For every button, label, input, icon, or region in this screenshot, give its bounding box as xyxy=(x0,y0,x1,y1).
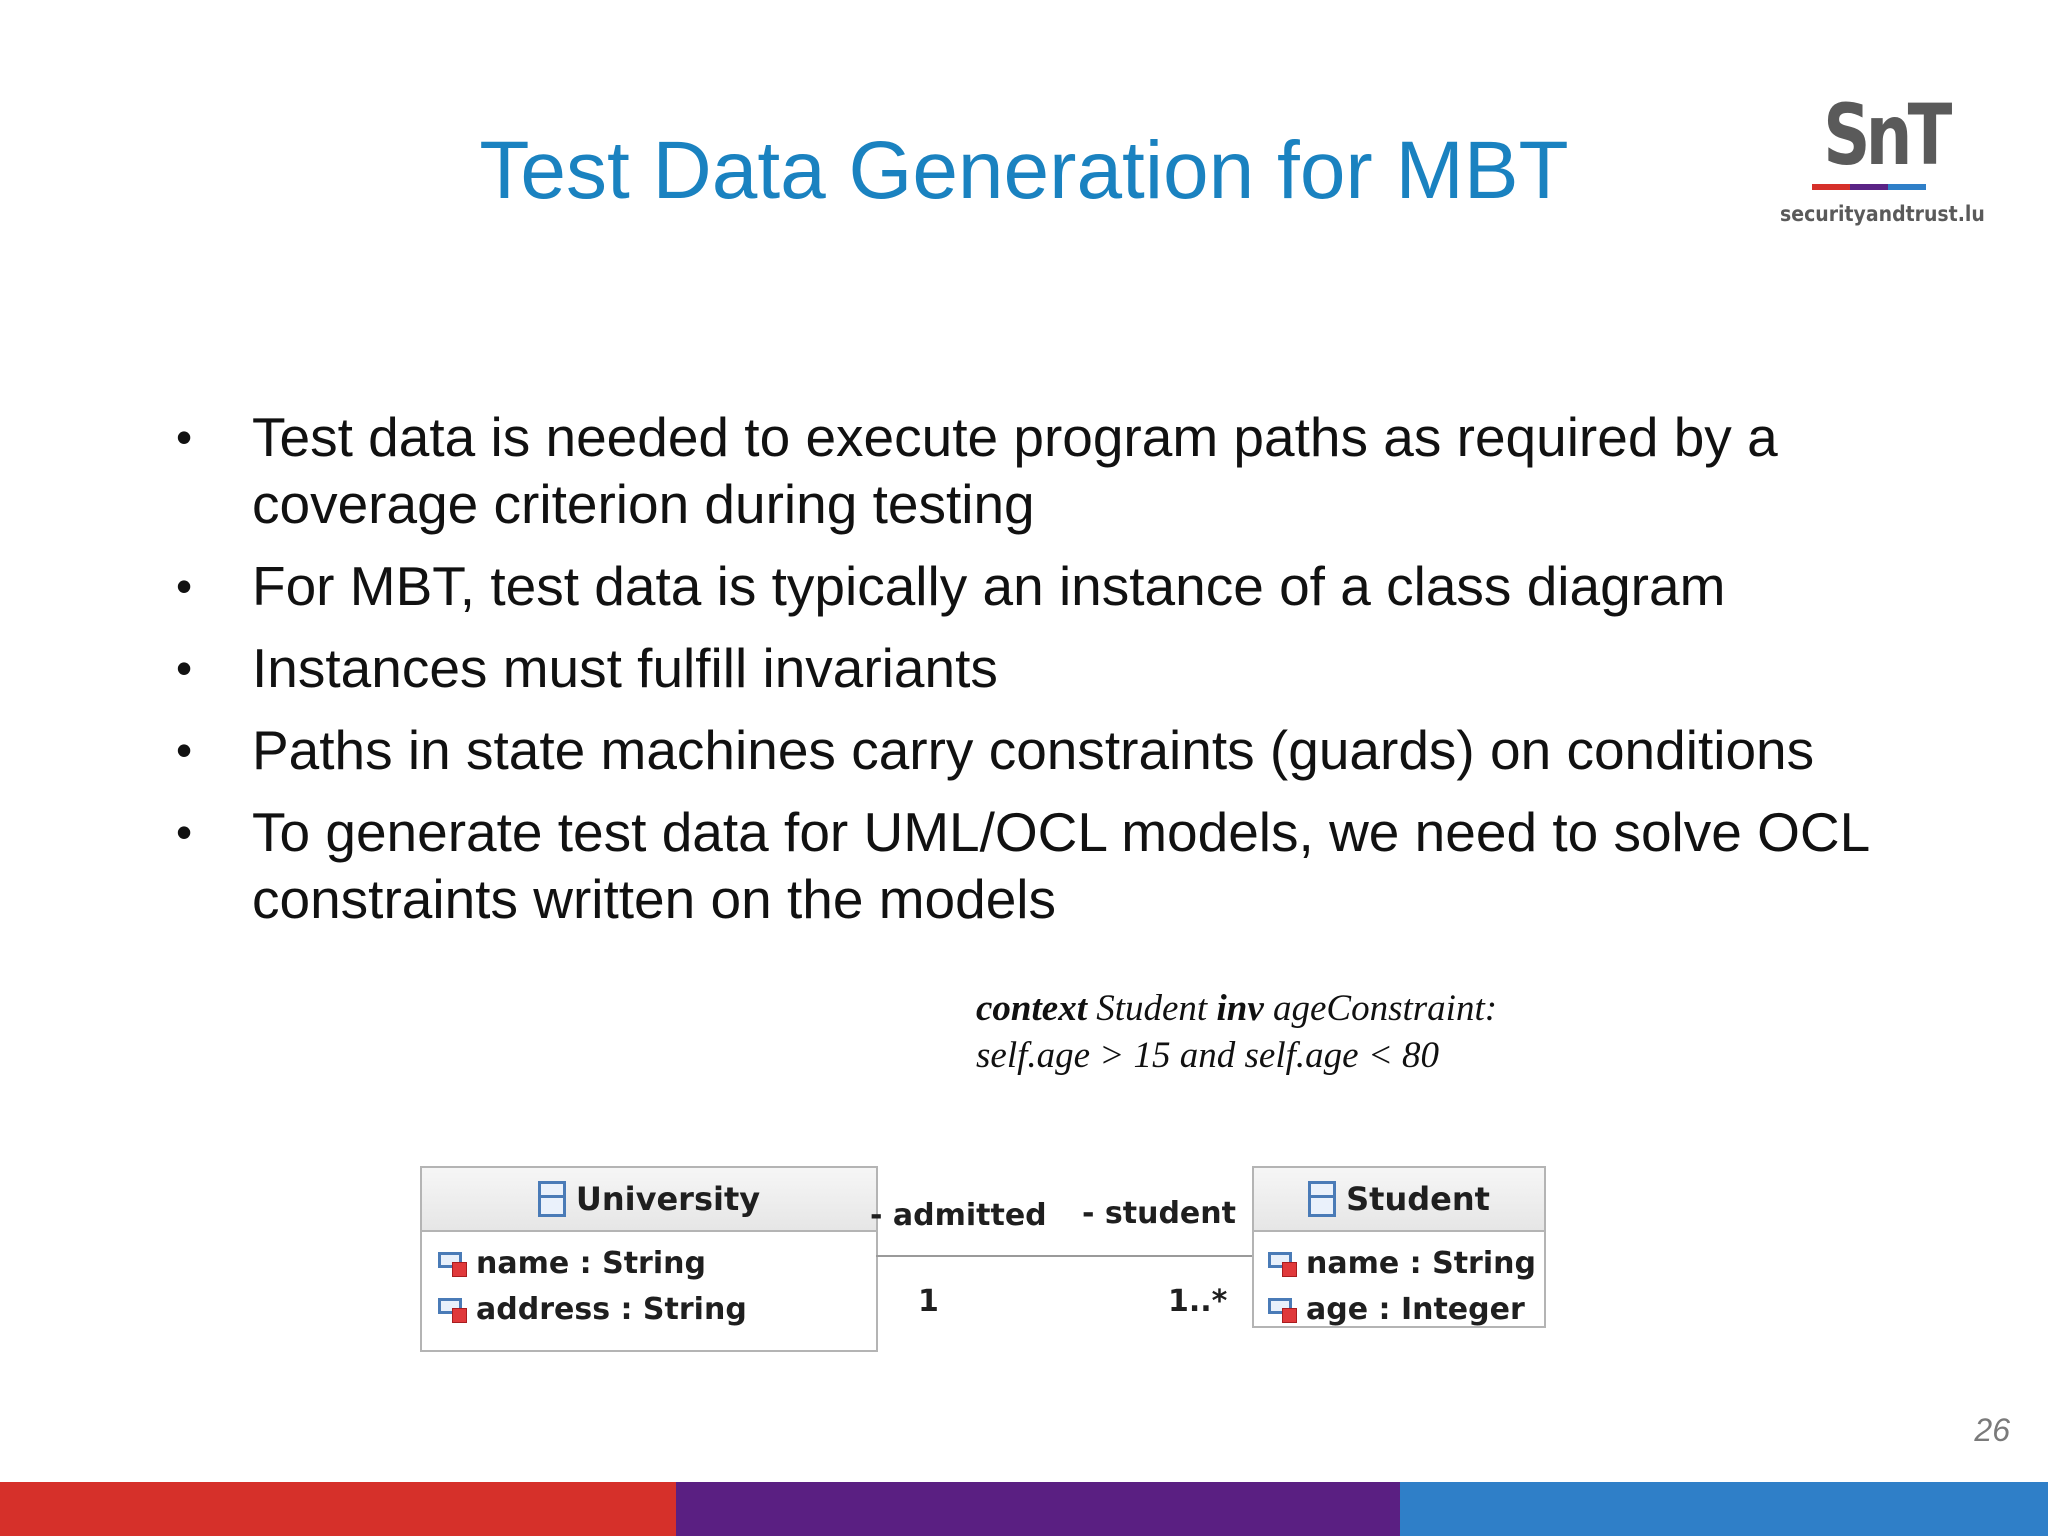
uml-class-name: Student xyxy=(1346,1180,1490,1218)
bullet-item xyxy=(168,404,1908,538)
ocl-keyword-inv: inv xyxy=(1216,988,1264,1029)
class-icon xyxy=(538,1181,566,1217)
multiplicity-left: 1 xyxy=(918,1284,939,1319)
bullet-item xyxy=(168,635,1908,702)
uml-attribute xyxy=(422,1240,876,1286)
bullet-text: Test data is needed to execute program paths as required by a coverage criterion during testing xyxy=(252,406,1778,535)
uml-attribute xyxy=(422,1286,876,1332)
footer-bar-red xyxy=(0,1482,676,1536)
uml-attribute-text: age : Integer xyxy=(1306,1291,1525,1327)
association-role-left: - admitted xyxy=(870,1198,1047,1233)
bullet-marker: • xyxy=(176,806,193,858)
uml-class-name: University xyxy=(575,1180,761,1218)
snt-logo xyxy=(1770,86,1985,242)
bullet-item xyxy=(168,553,1908,620)
attribute-icon xyxy=(1268,1250,1298,1276)
association-role-right: - student xyxy=(1082,1196,1236,1231)
uml-attribute xyxy=(1254,1286,1544,1332)
logo-bar-blue xyxy=(1888,184,1926,190)
logo-mark: SnT xyxy=(1823,86,1948,184)
attribute-icon xyxy=(438,1250,468,1276)
uml-attribute-text: name : String xyxy=(1306,1245,1536,1281)
page-number: 26 xyxy=(1974,1412,2010,1448)
bullet-text: Paths in state machines carry constraints (guards) on conditions xyxy=(252,719,1815,781)
slide-title: Test Data Generation for MBT xyxy=(479,125,1569,216)
bullet-text: For MBT, test data is typically an instance of a class diagram xyxy=(252,555,1726,617)
bullet-marker: • xyxy=(176,642,193,694)
bullet-item xyxy=(168,717,1908,784)
footer-bar-purple xyxy=(676,1482,1400,1536)
logo-bar-red xyxy=(1812,184,1850,190)
bullet-marker: • xyxy=(176,560,193,612)
uml-class-header xyxy=(1254,1168,1544,1232)
uml-attribute xyxy=(1254,1240,1544,1286)
bullet-marker: • xyxy=(176,411,193,463)
bullet-text: Instances must fulfill invariants xyxy=(252,637,998,699)
uml-class-student xyxy=(1252,1166,1546,1328)
ocl-line-1 xyxy=(976,985,1497,1032)
uml-attribute-text: address : String xyxy=(476,1291,747,1327)
bullet-text: To generate test data for UML/OCL models, we need to solve OCL constraints written on the models xyxy=(252,801,1869,930)
ocl-invariant-name: ageConstraint: xyxy=(1273,988,1498,1029)
bullet-item xyxy=(168,799,1908,933)
multiplicity-right: 1..* xyxy=(1168,1284,1228,1319)
attribute-icon xyxy=(1268,1296,1298,1322)
ocl-class-name: Student xyxy=(1096,988,1208,1029)
ocl-expression: self.age > 15 and self.age < 80 xyxy=(976,1035,1440,1076)
bullet-marker: • xyxy=(176,724,193,776)
uml-attribute-text: name : String xyxy=(476,1245,706,1281)
bullet-list xyxy=(168,404,1908,948)
uml-class-university xyxy=(420,1166,878,1352)
logo-bar-purple xyxy=(1850,184,1888,190)
association-line xyxy=(876,1255,1254,1257)
footer-bar-blue xyxy=(1400,1482,2048,1536)
ocl-invariant xyxy=(976,985,1497,1079)
ocl-keyword-context: context xyxy=(976,988,1087,1029)
attribute-icon xyxy=(438,1296,468,1322)
uml-class-header xyxy=(422,1168,876,1232)
logo-tagline: securityandtrust.lu xyxy=(1780,202,1985,226)
class-icon xyxy=(1308,1181,1336,1217)
